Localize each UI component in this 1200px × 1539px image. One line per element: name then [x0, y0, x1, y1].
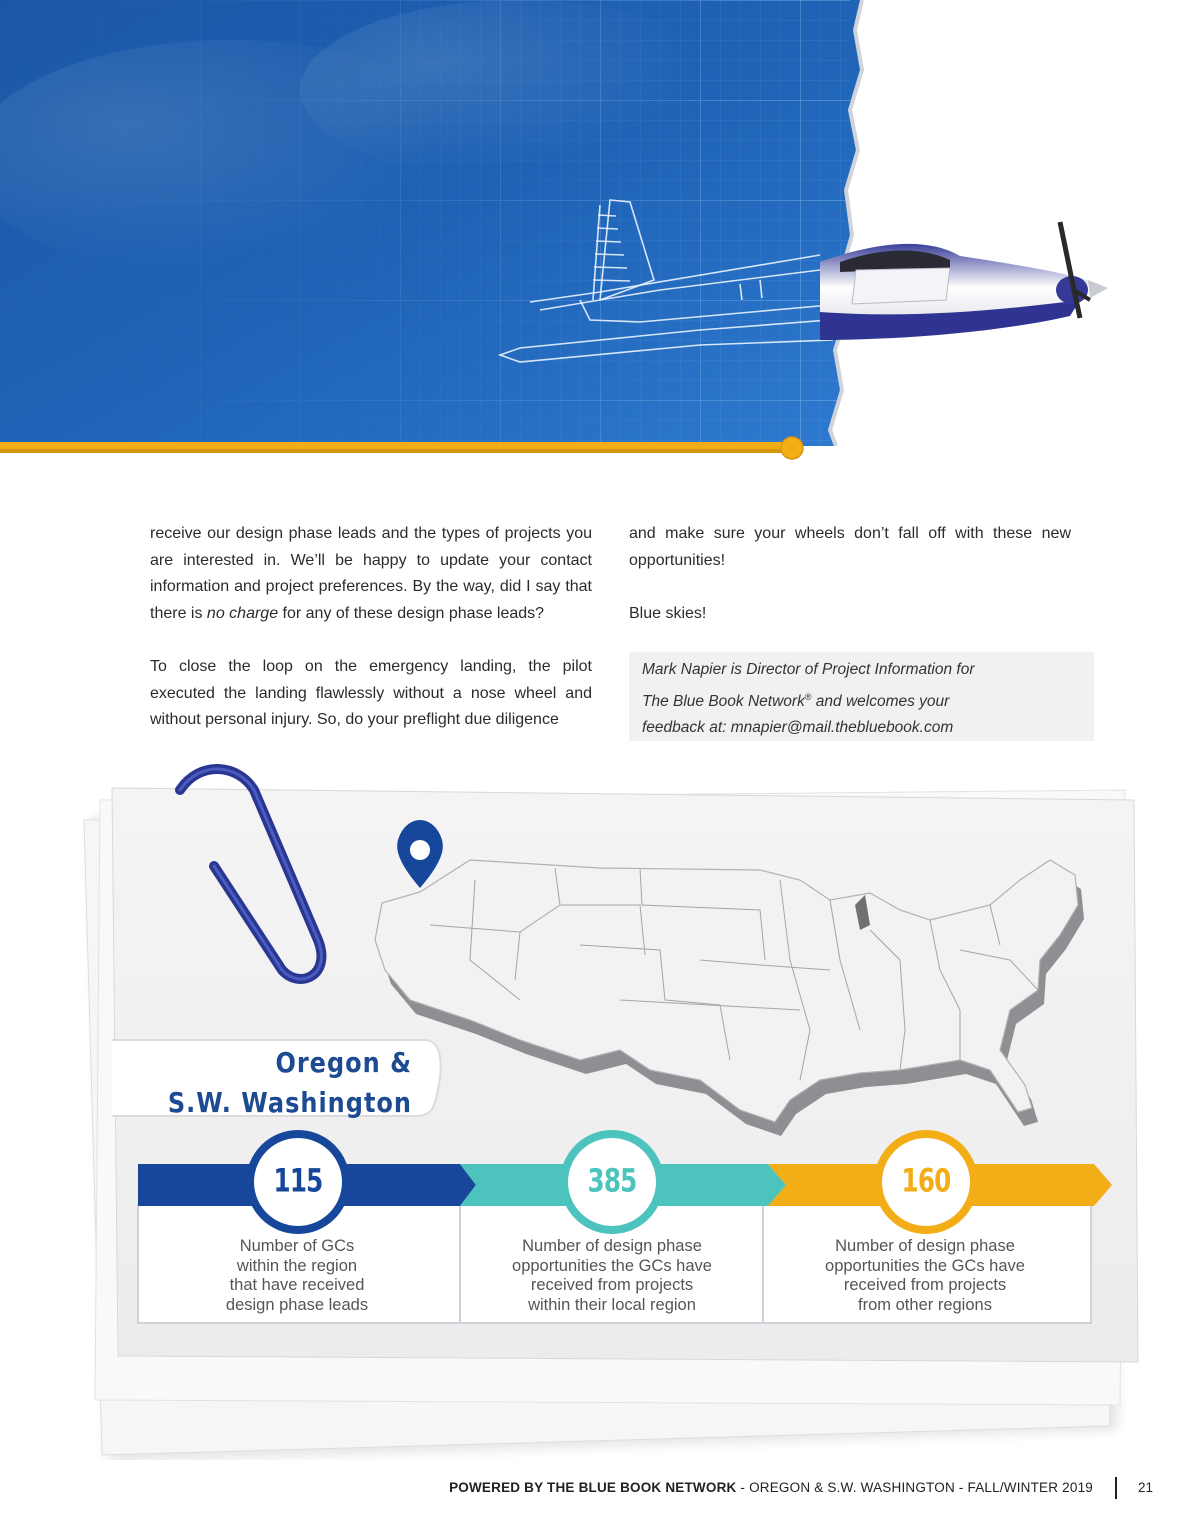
- article-column-right: [629, 521, 1071, 654]
- article-signoff: Blue skies!: [629, 604, 707, 622]
- region-title-line: S.W. Washington: [167, 1086, 412, 1119]
- page-footer: [0, 1478, 1200, 1500]
- stat-number: 385: [587, 1162, 637, 1201]
- footer-publication-line: [449, 1480, 1093, 1495]
- footer-issue: - OREGON & S.W. WASHINGTON - FALL/WINTER 2019: [736, 1480, 1093, 1495]
- hero-blueprint-illustration: [0, 0, 1200, 475]
- registered-mark: ®: [804, 691, 812, 702]
- article-paragraph: receive our design phase leads and the types of projects you are interested in. We’ll be happy to update your contact information and project preferences. By the way, did I say that there is no charge for any of these design phase leads?: [150, 525, 592, 622]
- region-title: [140, 1043, 412, 1124]
- bio-line: Mark Napier is Director of Project Information for: [642, 661, 975, 678]
- stat-description: Number of design phase opportunities the GCs have received from projects within their local region: [512, 1237, 712, 1314]
- stat-description: Number of design phase opportunities the GCs have received from projects from other regions: [825, 1237, 1025, 1314]
- article-paragraph: and make sure your wheels don’t fall off with these new opportunities!: [629, 525, 1071, 569]
- stat-description: Number of GCs within the region that have received design phase leads: [225, 1237, 369, 1314]
- page-number: 21: [1138, 1480, 1154, 1495]
- article-paragraph: To close the loop on the emergency landing, the pilot executed the landing flawlessly without a nose wheel and without personal injury. So, do your preflight due diligence: [150, 657, 592, 729]
- author-bio-box: [629, 652, 1094, 741]
- emphasis-no-charge: no charge: [206, 604, 279, 622]
- bio-line: The Blue Book Network® and welcomes your: [642, 691, 950, 710]
- stat-number: 160: [901, 1162, 951, 1201]
- article-column-left: [150, 521, 592, 760]
- footer-brand: POWERED BY THE BLUE BOOK NETWORK: [449, 1480, 737, 1495]
- stat-number: 115: [273, 1162, 323, 1201]
- bio-email-line: feedback at: mnapier@mail.thebluebook.com: [642, 719, 954, 737]
- footer-divider: [1115, 1477, 1117, 1499]
- region-title-line: Oregon &: [275, 1046, 412, 1079]
